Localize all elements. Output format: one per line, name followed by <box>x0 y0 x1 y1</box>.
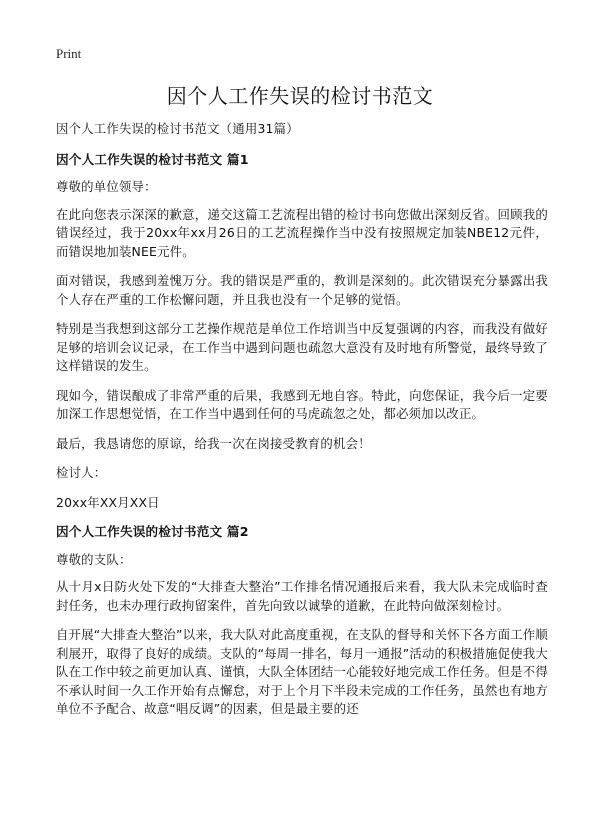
paragraph: 面对错误，我感到羞愧万分。我的错误是严重的，教训是深刻的。此次错误充分暴露出我个人存在严重的工作松懈问题，并且我也没有一个足够的觉悟。 <box>56 273 548 307</box>
document-body <box>56 120 548 719</box>
print-link[interactable]: Print <box>56 46 82 61</box>
salutation: 尊敬的支队： <box>56 551 132 567</box>
paragraph: 自开展“大排查大整治”以来，我大队对此高度重视，在支队的督导和关怀下各方面工作顺利展开，取得了良好的成绩。支队的“每周一排名，每月一通报”活动的积极措施促使我大队在工作中较之前更加认真、谨慎，大队全体团结一心能较好地完成工作任务。但是不得不承认时间一久工作开始有点懈怠，对于上个月下半段未完成的工作任务，虽然也有地方单位不予配合、故意“唱反调”的因素，但是最主要的还 <box>56 627 548 716</box>
paragraph: 特别是当我想到这部分工艺操作规范是单位工作培训当中反复强调的内容，而我没有做好足够的培训会议记录，在工作当中遇到问题也疏忽大意没有及时地有所警觉，最终导致了这样错误的发生。 <box>56 321 548 373</box>
paragraph: 最后，我恳请您的原谅，给我一次在岗接受教育的机会！ <box>56 435 371 451</box>
paragraph: 在此向您表示深深的歉意，递交这篇工艺流程出错的检讨书向您做出深刻反省。回顾我的错误经过，我于20xx年xx月26日的工艺流程操作当中没有按照规定加装NBE12元件，而错误地加装NEE元件。 <box>56 206 548 259</box>
section-heading-2: 因个人工作失误的检讨书范文 篇2 <box>56 524 249 539</box>
salutation: 尊敬的单位领导： <box>56 179 157 194</box>
document-subtitle: 因个人工作失误的检讨书范文（通用31篇） <box>56 121 299 136</box>
signature-label: 检讨人： <box>56 465 107 480</box>
paragraph: 现如今，错误酿成了非常严重的后果，我感到无地自容。特此，向您保证，我今后一定要加深工作思想觉悟，在工作当中遇到任何的马虎疏忽之处，都必须加以改正。 <box>56 387 548 421</box>
section-heading-1: 因个人工作失误的检讨书范文 篇1 <box>56 151 249 167</box>
signature-date: 20xx年XX月XX日 <box>56 494 160 510</box>
paragraph: 从十月x日防火处下发的“大排查大整治”工作排名情况通报后来看，我大队未完成临时查封任务，也未办理行政拘留案件，首先向致以诚挚的道歉，在此特向做深刻检讨。 <box>56 579 548 613</box>
document-title: 因个人工作失误的检讨书范文 <box>166 84 434 108</box>
